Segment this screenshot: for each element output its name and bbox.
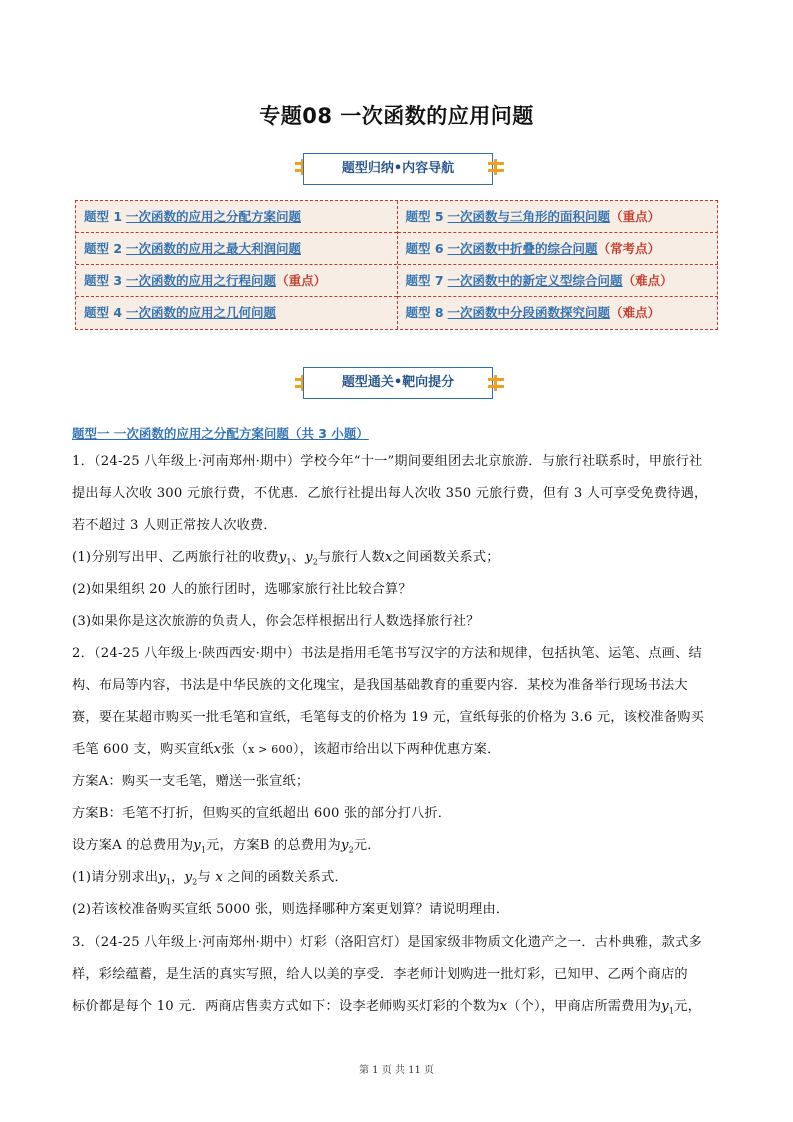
subscript: 2 xyxy=(348,845,354,855)
nav-label: 题型 6 xyxy=(405,241,444,256)
nav-column-right xyxy=(397,201,719,329)
sub-question-1 xyxy=(72,548,722,580)
page-title: 专题08 一次函数的应用问题 xyxy=(259,104,534,128)
question-text-line xyxy=(72,740,722,772)
sub-question-2: (2)如果组织 20 人的旅行团时，选哪家旅行社比较合算？ xyxy=(72,582,412,597)
var-x: x xyxy=(213,742,222,757)
var-y: y xyxy=(184,870,193,885)
var-y: y xyxy=(158,870,166,885)
text: (1)请分别求出 xyxy=(72,870,159,885)
nav-link[interactable]: 一次函数的应用之行程问题 xyxy=(126,273,277,288)
subscript: 1 xyxy=(165,877,172,887)
text: 之间函数关系式； xyxy=(392,550,500,565)
text: ， xyxy=(171,870,185,885)
var-y: y xyxy=(340,838,349,853)
question-text-line: 1．（24-25 八年级上·河南郑州·期中）学校今年“十一”期间要组团去北京旅游．与旅行社联系时，甲旅行社 xyxy=(72,454,703,469)
subscript: 1 xyxy=(200,845,207,855)
banner-practice: 题型通关•靶向提分 xyxy=(303,367,493,399)
text: 元，方案B 的总费用为 xyxy=(206,838,341,853)
text: 与 xyxy=(197,870,211,885)
text: 元， xyxy=(674,999,702,1014)
subscript: 2 xyxy=(192,877,198,887)
nav-label: 题型 4 xyxy=(84,305,123,320)
nav-link[interactable]: 一次函数中折叠的综合问题 xyxy=(447,241,598,256)
nav-item-1[interactable] xyxy=(76,201,397,233)
nav-link[interactable]: 一次函数的应用之几何问题 xyxy=(126,305,277,320)
var-x: x xyxy=(215,870,223,885)
text: 张（ xyxy=(221,742,249,757)
nav-item-2[interactable] xyxy=(76,233,397,265)
nav-tag: （重点） xyxy=(610,209,661,224)
text: 之间的函数关系式． xyxy=(227,870,348,885)
question-text-line: 3．（24-25 八年级上·河南郑州·期中）灯彩（洛阳宫灯）是国家级非物质文化遗产之一．古朴典雅，款式多 xyxy=(72,935,702,950)
question-text-line: 若不超过 3 人则正常按人次收费． xyxy=(72,518,277,533)
question-text-line: 赛，要在某超市购买一批毛笔和宣纸，毛笔每支的价格为 19 元，宣纸每张的价格为 3.6 元，该校准备购买 xyxy=(72,710,704,725)
text: 与旅行人数 xyxy=(318,550,385,565)
nav-label: 题型 8 xyxy=(405,305,444,320)
banner-right-ornament xyxy=(488,162,504,172)
nav-label: 题型 2 xyxy=(84,241,123,256)
var-x: x xyxy=(499,999,508,1014)
page-footer: 第 1 页 共 11 页 xyxy=(359,1065,434,1076)
text: 、 xyxy=(291,550,306,565)
subscript: 2 xyxy=(312,557,319,567)
subscript: 1 xyxy=(668,1006,675,1016)
question-text-line: 样，彩绘蕴蓄，是生活的真实写照，给人以美的享受．李老师计划购进一批灯彩，已知甲、乙两个商店的 xyxy=(72,967,688,982)
question-2 xyxy=(72,644,722,932)
var-x: x xyxy=(384,550,393,565)
nav-label: 题型 1 xyxy=(84,209,123,224)
sub-question-2: (2)若该校准备购买宣纸 5000 张，则选择哪种方案更划算？请说明理由． xyxy=(72,902,510,917)
text: 设方案A 的总费用为 xyxy=(72,838,194,853)
nav-tag: （难点） xyxy=(610,305,661,320)
var-y: y xyxy=(193,838,201,853)
nav-column-left xyxy=(76,201,397,329)
nav-link[interactable]: 一次函数的应用之最大利润问题 xyxy=(126,241,302,256)
nav-label: 题型 5 xyxy=(405,209,444,224)
nav-item-7[interactable] xyxy=(398,265,719,297)
plan-b: 方案B：毛笔不打折，但购买的宣纸超出 600 张的部分打八折． xyxy=(72,806,452,821)
nav-link[interactable]: 一次函数中的新定义型综合问题 xyxy=(447,273,623,288)
section-heading-type1[interactable]: 题型一 一次函数的应用之分配方案问题（共 3 小题） xyxy=(72,426,369,441)
condition: x > 600 xyxy=(248,743,293,756)
nav-link[interactable]: 一次函数与三角形的面积问题 xyxy=(447,209,611,224)
nav-tag: （重点） xyxy=(276,273,327,288)
banner-content-navigation: 题型归纳•内容导航 xyxy=(303,153,493,185)
question-text-line: 构、布局等内容，书法是中华民族的文化瑰宝，是我国基础教育的重要内容．某校为准备举行现场书法大 xyxy=(72,678,688,693)
nav-tag: （常考点） xyxy=(597,241,661,256)
nav-item-8[interactable] xyxy=(398,297,719,329)
var-y: y xyxy=(278,550,287,565)
var-y: y xyxy=(661,999,669,1014)
var-y: y xyxy=(305,550,313,565)
sub-question-1 xyxy=(72,868,722,900)
question-text-line: 提出每人次收 300 元旅行费，不优惠．乙旅行社提出每人次收 350 元旅行费，但有 3 人可享受免费待遇， xyxy=(72,486,708,501)
nav-link[interactable]: 一次函数中分段函数探究问题 xyxy=(447,305,611,320)
nav-tag: （难点） xyxy=(622,273,673,288)
nav-item-6[interactable] xyxy=(398,233,719,265)
text: ），该超市给出以下两种优惠方案． xyxy=(292,742,501,757)
nav-label: 题型 7 xyxy=(405,273,444,288)
nav-item-4[interactable] xyxy=(76,297,397,329)
nav-label: 题型 3 xyxy=(84,273,123,288)
text: 毛笔 600 支，购买宣纸 xyxy=(72,742,214,757)
nav-item-5[interactable] xyxy=(398,201,719,233)
question-text-line: 2．（24-25 八年级上·陕西西安·期中）书法是指用毛笔书写汉字的方法和规律，包括执笔、运笔、点画、结 xyxy=(72,646,702,661)
plan-a: 方案A：购买一支毛笔，赠送一张宣纸； xyxy=(72,774,310,789)
question-text-line xyxy=(72,997,722,1029)
text: 标价都是每个 10 元．两商店售卖方式如下：设李老师购买灯彩的个数为 xyxy=(72,999,500,1014)
subscript: 1 xyxy=(286,557,292,567)
banner-right-ornament xyxy=(488,378,504,388)
text: （个），甲商店所需费用为 xyxy=(507,999,662,1014)
text: (1)分别写出甲、乙两旅行社的收费 xyxy=(72,550,279,565)
question-1 xyxy=(72,452,722,644)
cost-definition xyxy=(72,836,722,868)
nav-item-3[interactable] xyxy=(76,265,397,297)
topic-navigation-table xyxy=(75,200,718,330)
question-3 xyxy=(72,933,722,1029)
sub-question-3: (3)如果你是这次旅游的负责人，你会怎样根据出行人数选择旅行社？ xyxy=(72,614,480,629)
nav-link[interactable]: 一次函数的应用之分配方案问题 xyxy=(126,209,302,224)
text: 元． xyxy=(353,838,381,853)
